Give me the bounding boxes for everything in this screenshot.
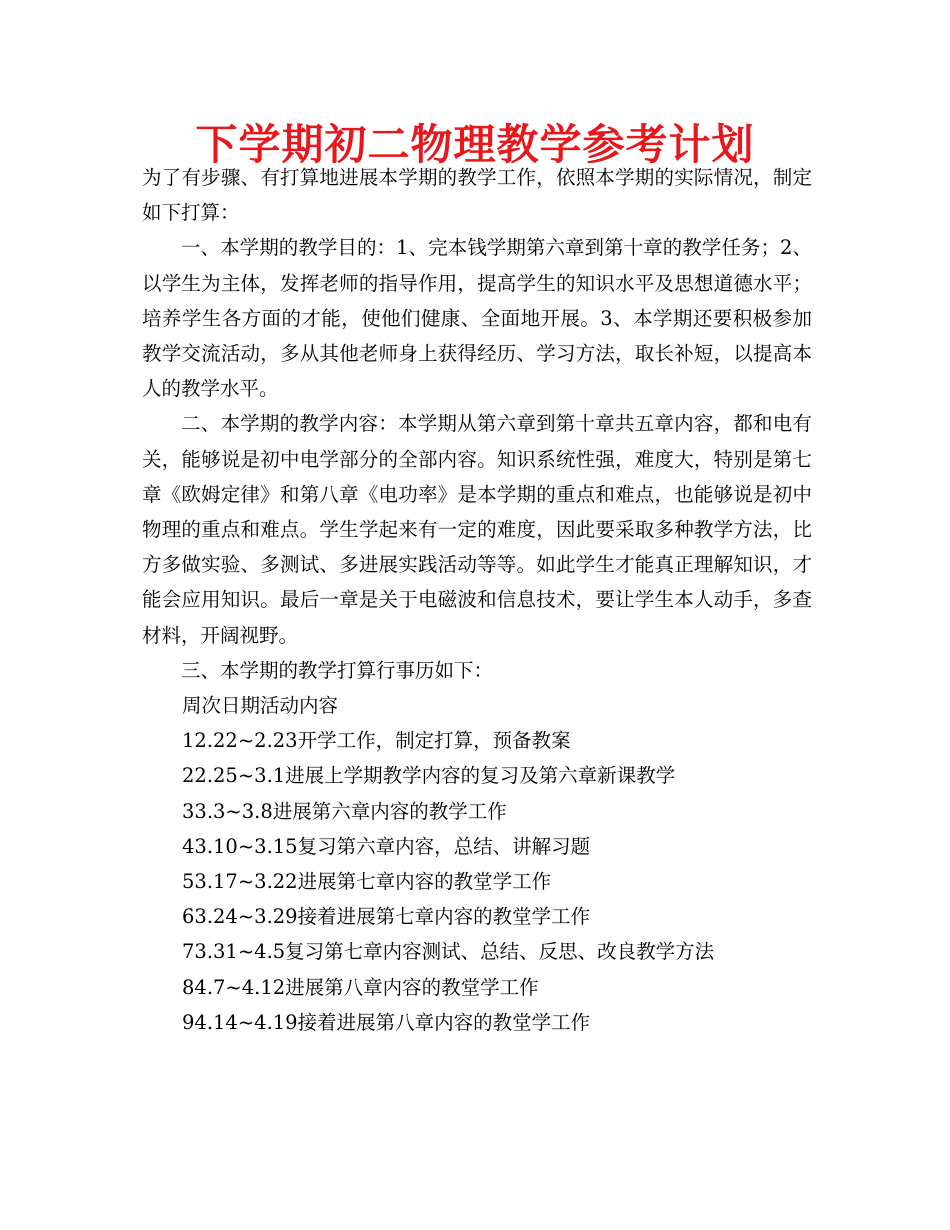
schedule-item: 33.3~3.8进展第六章内容的教学工作 bbox=[182, 799, 507, 823]
document-body bbox=[142, 160, 812, 1040]
document-title: 下学期初二物理教学参考计划 bbox=[195, 120, 755, 169]
schedule-item: 63.24~3.29接着进展第七章内容的教堂学工作 bbox=[182, 905, 591, 929]
schedule-intro-paragraph: 三、本学期的教学打算行事历如下： bbox=[181, 658, 494, 682]
schedule-item: 73.31~4.5复习第七章内容测试、总结、反思、改良教学方法 bbox=[182, 940, 715, 964]
schedule-item: 84.7~4.12进展第八章内容的教堂学工作 bbox=[182, 975, 539, 999]
content-paragraph: 二、本学期的教学内容：本学期从第六章到第十章共五章内容，都和电有关，能够说是初中电学部分的全部内容。知识系统性强，难度大，特别是第七章《欧姆定律》和第八章《电功率》是本学期的重点和难点，也能够说是初中物理的重点和难点。学生学起来有一定的难度，因此要采取多种教学方法，比方多做实验、多测试、多进展实践活动等等。如此学生才能真正理解知识，才能会应用知识。最后一章是关于电磁波和信息技术，要让学生本人动手，多查材料，开阔视野。 bbox=[142, 412, 812, 647]
schedule-item: 12.22~2.23开学工作，制定打算，预备教案 bbox=[182, 729, 571, 753]
schedule-list bbox=[142, 723, 812, 1040]
objectives-paragraph: 一、本学期的教学目的：1、完本钱学期第六章到第十章的教学任务；2、以学生为主体，发挥老师的指导作用，提高学生的知识水平及思想道德水平；培养学生各方面的才能，使他们健康、全面地开展。3、本学期还要积极参加教学交流活动，多从其他老师身上获得经历、学习方法，取长补短，以提高本人的教学水平。 bbox=[142, 236, 812, 401]
schedule-item: 53.17~3.22进展第七章内容的教堂学工作 bbox=[182, 870, 552, 894]
schedule-header: 周次日期活动内容 bbox=[182, 694, 339, 718]
schedule-item: 22.25~3.1进展上学期教学内容的复习及第六章新课教学 bbox=[182, 764, 676, 788]
schedule-item: 43.10~3.15复习第六章内容，总结、讲解习题 bbox=[182, 834, 591, 858]
schedule-item: 94.14~4.19接着进展第八章内容的教堂学工作 bbox=[182, 1010, 591, 1034]
intro-paragraph: 为了有步骤、有打算地进展本学期的教学工作，依照本学期的实际情况，制定如下打算： bbox=[142, 166, 812, 225]
